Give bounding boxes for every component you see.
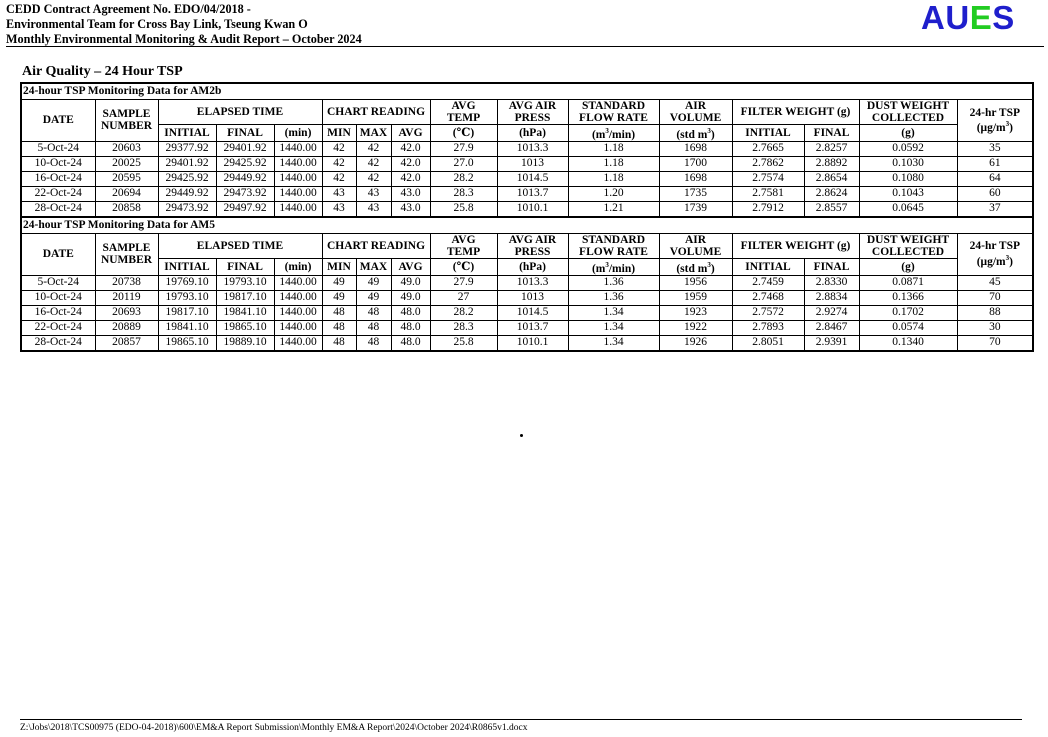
elapsed-final-header: FINAL (216, 125, 274, 142)
table-cell: 5-Oct-24 (21, 141, 95, 156)
table-cell: 29449.92 (158, 186, 216, 201)
vol-line2: VOLUME (669, 245, 722, 258)
table-row (21, 305, 1033, 320)
table-cell: 1440.00 (274, 201, 322, 217)
col-dust-header (859, 100, 957, 125)
table-cell: 49 (322, 290, 356, 305)
filter-final-header: FINAL (804, 125, 859, 142)
dust-line2: COLLECTED (871, 245, 945, 258)
table-row (21, 320, 1033, 335)
table-cell: 1440.00 (274, 156, 322, 171)
table-cell: 0.1340 (859, 335, 957, 351)
table-cell: 28.2 (430, 171, 497, 186)
table-cell: 29497.92 (216, 201, 274, 217)
table-cell: 0.0574 (859, 320, 957, 335)
table-cell: 20693 (95, 305, 158, 320)
table-cell: 43.0 (391, 186, 430, 201)
header-contract-line: CEDD Contract Agreement No. EDO/04/2018 - (6, 2, 251, 16)
col-volume-header (659, 100, 732, 125)
table-cell: 19841.10 (158, 320, 216, 335)
table-cell: 0.1702 (859, 305, 957, 320)
table-cell: 25.8 (430, 201, 497, 217)
table-cell: 49 (322, 275, 356, 290)
table-cell: 28.3 (430, 186, 497, 201)
col-press-header (497, 100, 568, 125)
volume-unit-header: (std $m^3$) (659, 258, 732, 275)
table-cell: 1698 (659, 171, 732, 186)
table-cell: 0.1043 (859, 186, 957, 201)
col-flow-header (568, 100, 659, 125)
dust-line1: DUST WEIGHT (866, 100, 950, 112)
section-title: 24-hour TSP Monitoring Data for AM5 (21, 217, 1033, 234)
table-cell: 43 (322, 186, 356, 201)
table-cell: 1440.00 (274, 141, 322, 156)
dust-unit-header: (g) (859, 258, 957, 275)
table-cell: 88 (957, 305, 1033, 320)
table-cell: 2.8654 (804, 171, 859, 186)
table-cell: 2.7862 (732, 156, 804, 171)
table-cell: 1014.5 (497, 171, 568, 186)
header-report-line: Monthly Environmental Monitoring & Audit Report – October 2024 (6, 32, 362, 46)
table-cell: 10-Oct-24 (21, 156, 95, 171)
table-cell: 16-Oct-24 (21, 305, 95, 320)
table-cell: 2.7581 (732, 186, 804, 201)
logo-letter-e: E (969, 0, 993, 36)
temp-unit-header: (℃) (430, 125, 497, 142)
table-cell: 28.3 (430, 320, 497, 335)
temp-line1: AVG (451, 233, 476, 246)
table-cell: 49.0 (391, 275, 430, 290)
flow-unit-header: $(m^3/\min)$ (568, 125, 659, 142)
table-cell: 2.8892 (804, 156, 859, 171)
press-line1: AVG AIR (508, 233, 557, 246)
dust-unit-header: (g) (859, 125, 957, 142)
table-cell: 20603 (95, 141, 158, 156)
col-date-header: DATE (21, 100, 95, 142)
chart-min-header: MIN (322, 125, 356, 142)
col-elapsed-header: ELAPSED TIME (158, 233, 322, 258)
dust-line2: COLLECTED (871, 112, 945, 124)
table-row (21, 156, 1033, 171)
table-cell: 42.0 (391, 156, 430, 171)
table-row (21, 335, 1033, 351)
table-cell: 1956 (659, 275, 732, 290)
table-cell: 48 (322, 335, 356, 351)
table-cell: 1.18 (568, 141, 659, 156)
col-sample-header (95, 100, 158, 142)
table-cell: 1.36 (568, 290, 659, 305)
tsp-line1: 24-hr TSP (969, 106, 1021, 119)
table-cell: 42 (356, 171, 391, 186)
elapsed-min-header: (min) (274, 125, 322, 142)
tsp-data-table (20, 82, 1034, 352)
table-cell: 1926 (659, 335, 732, 351)
chart-max-header: MAX (356, 125, 391, 142)
table-cell: 2.7893 (732, 320, 804, 335)
table-cell: 30 (957, 320, 1033, 335)
table-cell: 2.7912 (732, 201, 804, 217)
table-cell: 29449.92 (216, 171, 274, 186)
tsp-unit: $(\mu g/m^3)$ (976, 120, 1013, 135)
elapsed-final-header: FINAL (216, 258, 274, 275)
table-cell: 42 (356, 156, 391, 171)
table-cell: 27.9 (430, 275, 497, 290)
table-cell: 1922 (659, 320, 732, 335)
table-cell: 61 (957, 156, 1033, 171)
table-cell: 48 (356, 320, 391, 335)
elapsed-initial-header: INITIAL (158, 258, 216, 275)
table-cell: 1013 (497, 290, 568, 305)
table-cell: 2.7468 (732, 290, 804, 305)
temp-unit-header: (℃) (430, 258, 497, 275)
table-cell: 20858 (95, 201, 158, 217)
dust-line1: DUST WEIGHT (866, 233, 950, 246)
table-row (21, 290, 1033, 305)
table-cell: 1013.7 (497, 186, 568, 201)
tsp-line1: 24-hr TSP (969, 240, 1021, 253)
document-header (6, 2, 362, 47)
table-cell: 48.0 (391, 320, 430, 335)
table-cell: 27.0 (430, 156, 497, 171)
table-row (21, 186, 1033, 201)
table-cell: 60 (957, 186, 1033, 201)
press-line2: PRESS (514, 112, 551, 124)
table-cell: 2.7574 (732, 171, 804, 186)
table-cell: 1.34 (568, 305, 659, 320)
col-chart-header: CHART READING (322, 233, 430, 258)
table-cell: 29473.92 (158, 201, 216, 217)
table-cell: 28-Oct-24 (21, 335, 95, 351)
table-cell: 20025 (95, 156, 158, 171)
table-cell: 0.1080 (859, 171, 957, 186)
table-cell: 48 (322, 320, 356, 335)
table-cell: 1.36 (568, 275, 659, 290)
table-cell: 49 (356, 290, 391, 305)
table-cell: 2.8257 (804, 141, 859, 156)
table-row (21, 275, 1033, 290)
table-cell: 10-Oct-24 (21, 290, 95, 305)
col-chart-header: CHART READING (322, 100, 430, 125)
col-volume-header (659, 233, 732, 258)
filter-final-header: FINAL (804, 258, 859, 275)
table-cell: 20119 (95, 290, 158, 305)
table-cell: 1959 (659, 290, 732, 305)
table-cell: 0.1366 (859, 290, 957, 305)
table-cell: 20595 (95, 171, 158, 186)
table-cell: 1735 (659, 186, 732, 201)
sample-line1: SAMPLE (102, 108, 151, 121)
vol-line2: VOLUME (669, 112, 722, 124)
table-cell: 27.9 (430, 141, 497, 156)
table-cell: 22-Oct-24 (21, 186, 95, 201)
col-filter-header: FILTER WEIGHT (g) (732, 233, 859, 258)
col-date-header: DATE (21, 233, 95, 275)
flow-line2: FLOW RATE (579, 245, 648, 258)
table-cell: 1.34 (568, 320, 659, 335)
table-cell: 1739 (659, 201, 732, 217)
table-cell: 0.0592 (859, 141, 957, 156)
table-cell: 28.2 (430, 305, 497, 320)
table-cell: 20738 (95, 275, 158, 290)
table-cell: 19793.10 (158, 290, 216, 305)
table-cell: 43 (356, 201, 391, 217)
table-cell: 2.9274 (804, 305, 859, 320)
table-cell: 29425.92 (158, 171, 216, 186)
table-cell: 19889.10 (216, 335, 274, 351)
table-cell: 2.7665 (732, 141, 804, 156)
table-cell: 1923 (659, 305, 732, 320)
temp-line2: TEMP (446, 245, 481, 258)
table-cell: 1013.7 (497, 320, 568, 335)
flow-unit-header: $(m^3/\min)$ (568, 258, 659, 275)
aues-logo (921, 0, 1015, 36)
chart-avg-header: AVG (391, 258, 430, 275)
volume-unit-header: (std $m^3$) (659, 125, 732, 142)
footer-divider (20, 719, 1022, 720)
flow-line1: STANDARD (581, 233, 646, 246)
table-cell: 20694 (95, 186, 158, 201)
table-cell: 1010.1 (497, 335, 568, 351)
table-cell: 5-Oct-24 (21, 275, 95, 290)
table-cell: 19817.10 (216, 290, 274, 305)
table-cell: 2.8624 (804, 186, 859, 201)
table-cell: 49 (356, 275, 391, 290)
sample-line2: NUMBER (100, 254, 153, 267)
stray-dot (520, 434, 523, 437)
table-cell: 1440.00 (274, 186, 322, 201)
table-cell: 20857 (95, 335, 158, 351)
table-cell: 29473.92 (216, 186, 274, 201)
header-divider (6, 46, 1044, 47)
table-cell: 1.34 (568, 335, 659, 351)
flow-line1: STANDARD (581, 100, 646, 112)
table-cell: 48 (322, 305, 356, 320)
sample-line1: SAMPLE (102, 242, 151, 255)
table-cell: 42 (322, 171, 356, 186)
table-cell: 1010.1 (497, 201, 568, 217)
table-cell: 16-Oct-24 (21, 171, 95, 186)
flow-line2: FLOW RATE (579, 112, 648, 124)
logo-letter-s: S (992, 0, 1015, 36)
section-title: 24-hour TSP Monitoring Data for AM2b (21, 83, 1033, 100)
table-cell: 48 (356, 305, 391, 320)
chart-min-header: MIN (322, 258, 356, 275)
table-cell: 43.0 (391, 201, 430, 217)
table-row (21, 201, 1033, 217)
table-cell: 1014.5 (497, 305, 568, 320)
table-cell: 48.0 (391, 335, 430, 351)
vol-line1: AIR (684, 100, 707, 112)
table-cell: 19769.10 (158, 275, 216, 290)
sample-line2: NUMBER (100, 120, 153, 133)
table-cell: 48 (356, 335, 391, 351)
table-cell: 48.0 (391, 305, 430, 320)
tsp-unit: $(\mu g/m^3)$ (976, 254, 1013, 269)
chart-max-header: MAX (356, 258, 391, 275)
table-cell: 19865.10 (216, 320, 274, 335)
table-cell: 2.8330 (804, 275, 859, 290)
filter-initial-header: INITIAL (732, 258, 804, 275)
table-cell: 2.9391 (804, 335, 859, 351)
table-cell: 29401.92 (216, 141, 274, 156)
table-row (21, 171, 1033, 186)
table-cell: 1440.00 (274, 305, 322, 320)
filter-initial-header: INITIAL (732, 125, 804, 142)
table-cell: 42 (322, 156, 356, 171)
temp-line1: AVG (451, 100, 476, 112)
vol-line1: AIR (684, 233, 707, 246)
col-dust-header (859, 233, 957, 258)
table-cell: 19793.10 (216, 275, 274, 290)
table-cell: 2.8834 (804, 290, 859, 305)
table-cell: 0.0645 (859, 201, 957, 217)
table-cell: 19865.10 (158, 335, 216, 351)
elapsed-initial-header: INITIAL (158, 125, 216, 142)
table-cell: 64 (957, 171, 1033, 186)
table-cell: 29377.92 (158, 141, 216, 156)
table-cell: 70 (957, 290, 1033, 305)
table-cell: 1440.00 (274, 290, 322, 305)
press-line2: PRESS (514, 245, 551, 258)
table-cell: 25.8 (430, 335, 497, 351)
col-temp-header (430, 233, 497, 258)
table-cell: 29401.92 (158, 156, 216, 171)
table-cell: 29425.92 (216, 156, 274, 171)
table-cell: 1698 (659, 141, 732, 156)
col-press-header (497, 233, 568, 258)
table-cell: 27 (430, 290, 497, 305)
press-unit-header: (hPa) (497, 258, 568, 275)
table-cell: 1013.3 (497, 275, 568, 290)
press-unit-header: (hPa) (497, 125, 568, 142)
col-tsp-header (957, 233, 1033, 275)
table-cell: 1013 (497, 156, 568, 171)
table-cell: 19817.10 (158, 305, 216, 320)
table-cell: 28-Oct-24 (21, 201, 95, 217)
elapsed-min-header: (min) (274, 258, 322, 275)
table-cell: 1.18 (568, 156, 659, 171)
temp-line2: TEMP (446, 112, 481, 124)
table-cell: 22-Oct-24 (21, 320, 95, 335)
table-cell: 1440.00 (274, 171, 322, 186)
col-temp-header (430, 100, 497, 125)
table-cell: 70 (957, 335, 1033, 351)
table-cell: 2.8467 (804, 320, 859, 335)
table-cell: 37 (957, 201, 1033, 217)
table-cell: 45 (957, 275, 1033, 290)
table-cell: 1.20 (568, 186, 659, 201)
table-cell: 2.8557 (804, 201, 859, 217)
table-cell: 42.0 (391, 171, 430, 186)
press-line1: AVG AIR (508, 100, 557, 112)
table-cell: 42 (322, 141, 356, 156)
table-cell: 1.18 (568, 171, 659, 186)
table-cell: 2.8051 (732, 335, 804, 351)
footer-file-path: Z:\Jobs\2018\TCS00975 (EDO-04-2018)\600\EM&A Report Submission\Monthly EM&A Report\2024\October 2024\R0865v1.docx (20, 723, 528, 733)
table-cell: 1.21 (568, 201, 659, 217)
table-cell: 49.0 (391, 290, 430, 305)
col-elapsed-header: ELAPSED TIME (158, 100, 322, 125)
table-cell: 0.1030 (859, 156, 957, 171)
col-filter-header: FILTER WEIGHT (g) (732, 100, 859, 125)
table-cell: 19841.10 (216, 305, 274, 320)
col-flow-header (568, 233, 659, 258)
logo-letter-a: A (921, 0, 946, 36)
table-cell: 20889 (95, 320, 158, 335)
table-row (21, 141, 1033, 156)
table-cell: 1700 (659, 156, 732, 171)
table-cell: 1440.00 (274, 275, 322, 290)
table-cell: 1013.3 (497, 141, 568, 156)
col-tsp-header (957, 100, 1033, 142)
logo-letter-u: U (945, 0, 970, 36)
header-team-line: Environmental Team for Cross Bay Link, Tseung Kwan O (6, 17, 308, 31)
table-cell: 1440.00 (274, 335, 322, 351)
table-cell: 2.7572 (732, 305, 804, 320)
chart-avg-header: AVG (391, 125, 430, 142)
table-cell: 35 (957, 141, 1033, 156)
table-cell: 0.0871 (859, 275, 957, 290)
table-cell: 2.7459 (732, 275, 804, 290)
table-cell: 42 (356, 141, 391, 156)
col-sample-header (95, 233, 158, 275)
page-title: Air Quality – 24 Hour TSP (22, 64, 183, 79)
table-cell: 1440.00 (274, 320, 322, 335)
table-cell: 43 (322, 201, 356, 217)
table-cell: 42.0 (391, 141, 430, 156)
table-cell: 43 (356, 186, 391, 201)
